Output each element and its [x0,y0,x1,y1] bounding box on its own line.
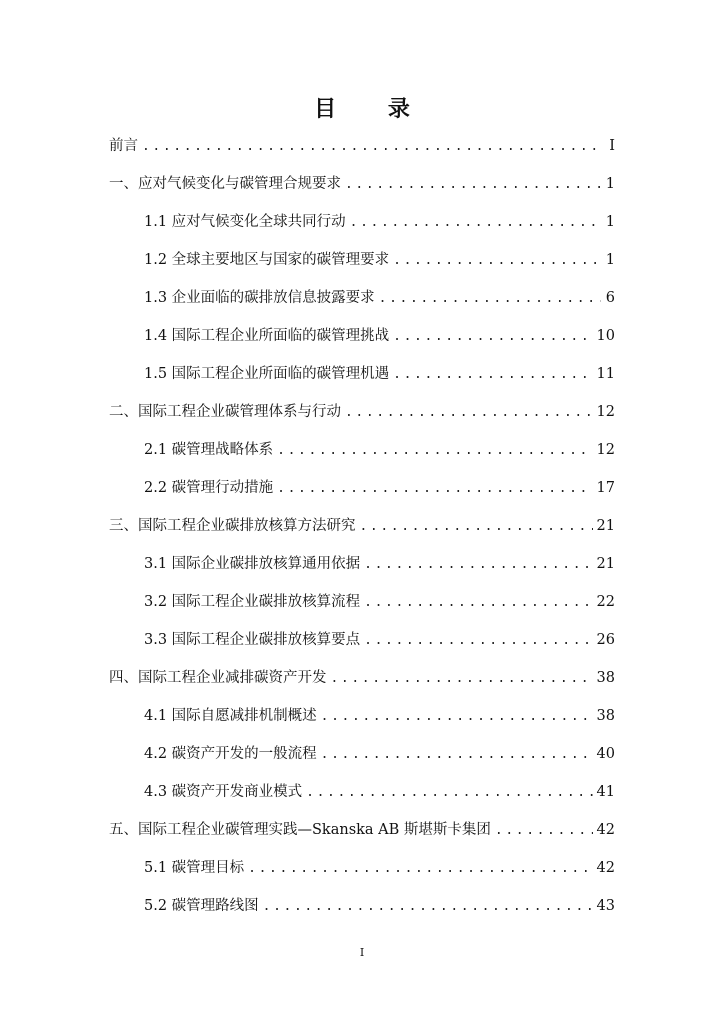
toc-entry-title: 5.2 碳管理路线图 [144,898,259,914]
toc-entry-page: 43 [596,898,615,914]
toc-entry-title: 3.2 国际工程企业碳排放核算流程 [144,594,361,610]
toc-entry-page: 17 [596,480,615,496]
toc-dot-leader [277,470,592,508]
toc-entry-title: 1.5 国际工程企业所面临的碳管理机遇 [144,366,390,382]
toc-entry-page: 38 [596,670,615,686]
toc-entry[interactable] [109,545,615,583]
toc-entry[interactable] [109,735,615,773]
toc-entry-title: 一、应对气候变化与碳管理合规要求 [109,176,341,192]
toc-entry[interactable] [109,583,615,621]
table-of-contents [109,127,615,925]
toc-entry-title: 3.3 国际工程企业碳排放核算要点 [144,632,361,648]
toc-entry[interactable] [109,811,615,849]
toc-dot-leader [364,546,592,584]
toc-dot-leader [360,508,593,546]
toc-entry[interactable] [109,127,615,165]
toc-entry[interactable] [109,241,615,279]
toc-entry-page: 38 [596,708,615,724]
toc-entry-title: 3.1 国际企业碳排放核算通用依据 [144,556,361,572]
toc-entry-page: 40 [596,746,615,762]
toc-entry-title: 4.3 碳资产开发商业模式 [144,784,303,800]
page-number: I [359,946,365,959]
toc-dot-leader [393,242,601,280]
toc-entry-title: 1.3 企业面临的碳排放信息披露要求 [144,290,375,306]
toc-entry-title: 1.2 全球主要地区与国家的碳管理要求 [144,252,390,268]
toc-entry[interactable] [109,317,615,355]
toc-dot-leader [345,394,593,432]
toc-dot-leader [495,812,593,850]
toc-entry[interactable] [109,469,615,507]
toc-entry-page: 26 [596,632,615,648]
toc-entry-title: 4.2 碳资产开发的一般流程 [144,746,317,762]
toc-dot-leader [379,280,601,318]
toc-entry-page: 21 [596,556,615,572]
toc-dot-leader [248,850,592,888]
toc-entry-title: 二、国际工程企业碳管理体系与行动 [109,404,341,420]
toc-entry-title: 2.1 碳管理战略体系 [144,442,274,458]
toc-dot-leader [345,166,601,204]
toc-entry[interactable] [109,431,615,469]
toc-entry-page: 42 [596,860,615,876]
toc-entry-page: 1 [605,252,615,268]
page-title: 目 录 [314,97,432,122]
toc-entry[interactable] [109,355,615,393]
toc-dot-leader [331,660,593,698]
toc-entry-page: 42 [596,822,615,838]
toc-entry-page: 11 [596,366,615,382]
toc-entry-title: 五、国际工程企业碳管理实践—Skanska AB 斯堪斯卡集团 [109,822,491,838]
toc-entry[interactable] [109,659,615,697]
toc-entry-title: 2.2 碳管理行动措施 [144,480,274,496]
toc-entry[interactable] [109,621,615,659]
toc-entry[interactable] [109,849,615,887]
toc-entry-title: 前言 [109,138,138,154]
toc-dot-leader [321,698,593,736]
toc-entry-title: 四、国际工程企业减排碳资产开发 [109,670,327,686]
toc-entry-page: 12 [596,404,615,420]
toc-entry-title: 1.4 国际工程企业所面临的碳管理挑战 [144,328,390,344]
toc-entry-title: 4.1 国际自愿减排机制概述 [144,708,317,724]
toc-entry-title: 1.1 应对气候变化全球共同行动 [144,214,346,230]
toc-entry[interactable] [109,393,615,431]
toc-dot-leader [393,318,592,356]
toc-entry[interactable] [109,165,615,203]
toc-entry-page: 22 [596,594,615,610]
toc-entry-page: 6 [605,290,615,306]
toc-dot-leader [321,736,593,774]
toc-entry[interactable] [109,887,615,925]
toc-entry[interactable] [109,279,615,317]
toc-dot-leader [350,204,601,242]
toc-entry[interactable] [109,697,615,735]
toc-entry-page: I [609,138,615,154]
toc-dot-leader [263,888,593,926]
toc-dot-leader [364,584,592,622]
toc-dot-leader [364,622,592,660]
toc-entry-page: 41 [596,784,615,800]
toc-entry-title: 三、国际工程企业碳排放核算方法研究 [109,518,356,534]
toc-entry-page: 1 [605,176,615,192]
toc-entry-page: 1 [605,214,615,230]
toc-dot-leader [142,128,601,166]
toc-dot-leader [393,356,592,394]
toc-entry[interactable] [109,773,615,811]
toc-entry-title: 5.1 碳管理目标 [144,860,245,876]
toc-entry-page: 10 [596,328,615,344]
toc-entry[interactable] [109,507,615,545]
toc-entry-page: 21 [596,518,615,534]
toc-dot-leader [306,774,592,812]
toc-entry-page: 12 [596,442,615,458]
toc-entry[interactable] [109,203,615,241]
toc-dot-leader [277,432,592,470]
